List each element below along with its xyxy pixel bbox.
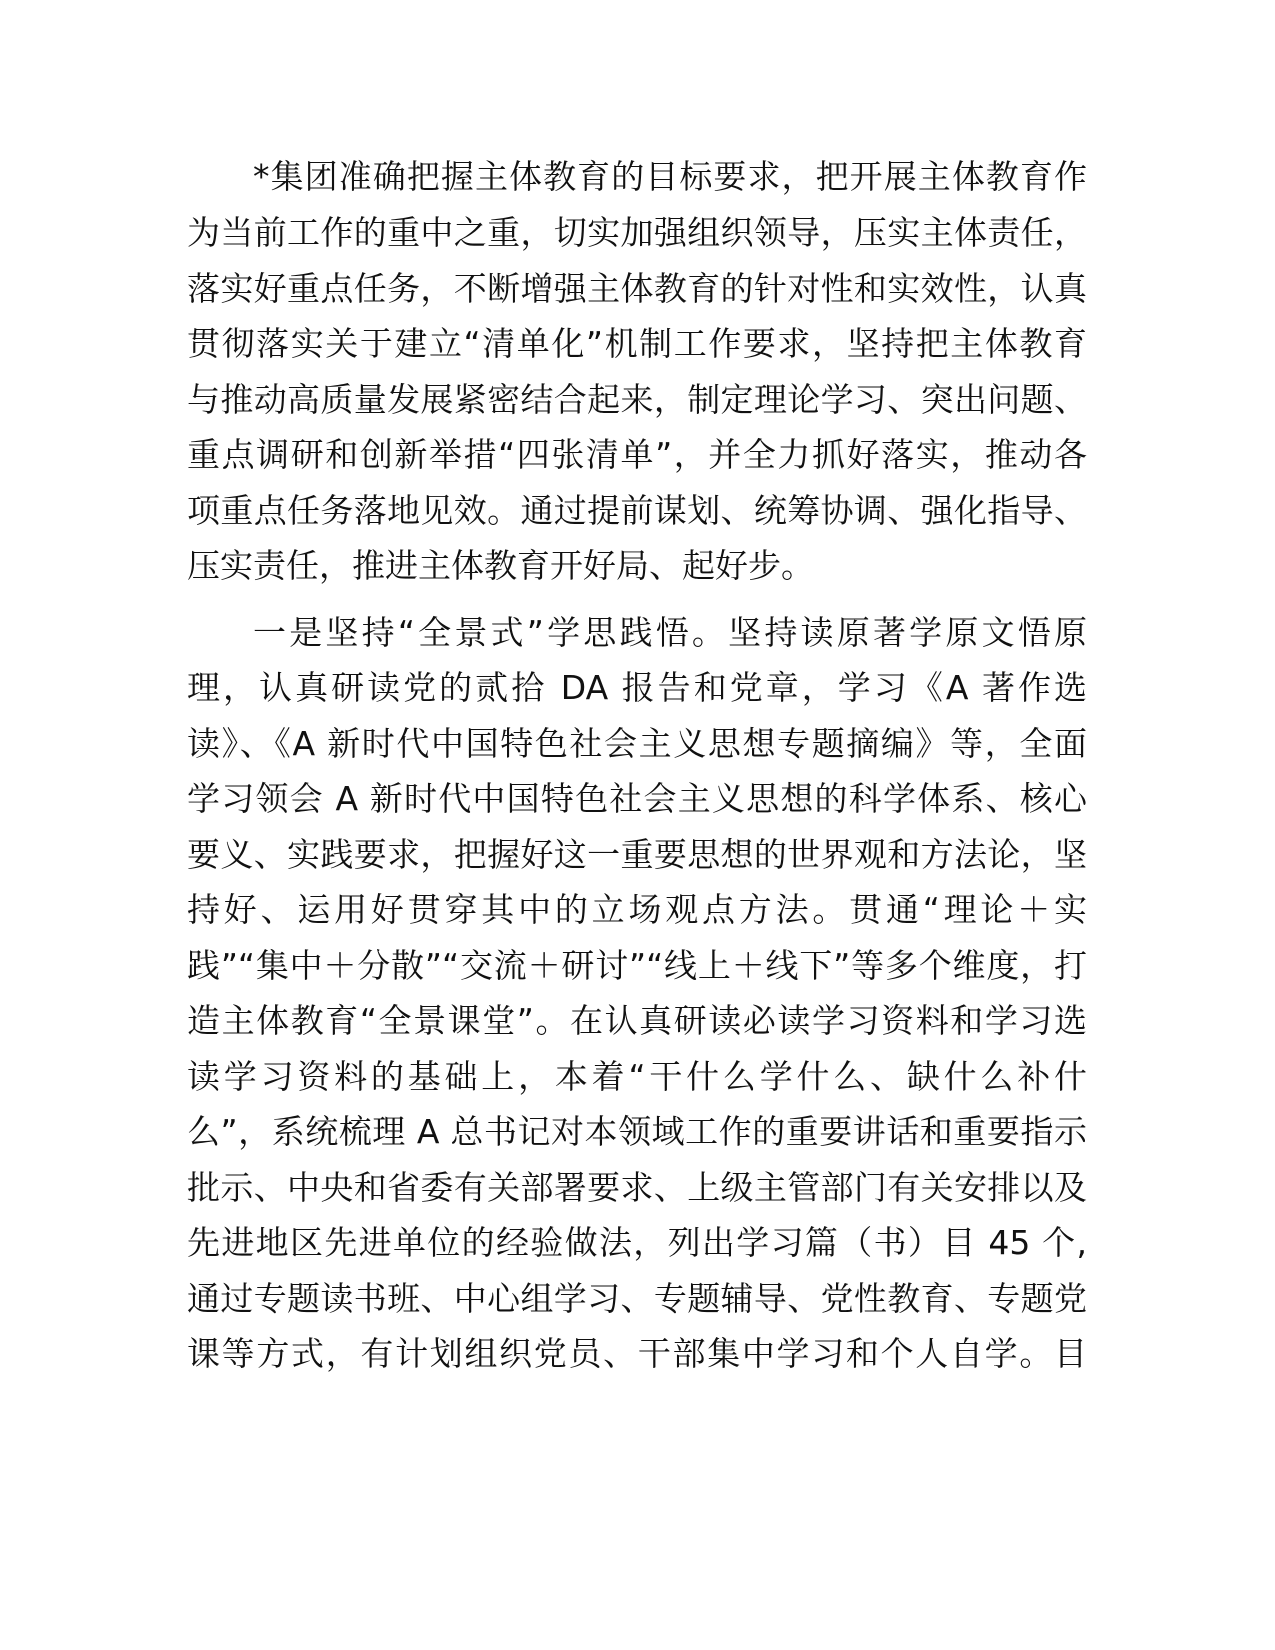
text-line: 学习领会 A 新时代中国特色社会主义思想的科学体系、核心 [187, 779, 1087, 818]
text-line: 践”“集中＋分散”“交流＋研讨”“线上＋线下”等多个维度，打 [187, 946, 1087, 985]
text-line: 为当前工作的重中之重，切实加强组织领导，压实主体责任， [187, 213, 1087, 252]
text-line: 贯彻落实关于建立“清单化”机制工作要求，坚持把主体教育 [187, 324, 1087, 363]
text-line: 要义、实践要求，把握好这一重要思想的世界观和方法论，坚 [187, 835, 1087, 874]
text-line: *集团准确把握主体教育的目标要求，把开展主体教育作 [253, 157, 1087, 196]
text-line: 压实责任，推进主体教育开好局、起好步。 [187, 546, 814, 585]
text-line: 读》、《A 新时代中国特色社会主义思想专题摘编》等，全面 [187, 724, 1087, 763]
text-line: 一是坚持“全景式”学思践悟。坚持读原著学原文悟原 [253, 613, 1087, 652]
text-line: 理，认真研读党的贰拾 DA 报告和党章，学习《A 著作选 [187, 668, 1087, 707]
text-line: 重点调研和创新举措“四张清单”，并全力抓好落实，推动各 [187, 435, 1087, 474]
text-line: 项重点任务落地见效。通过提前谋划、统筹协调、强化指导、 [187, 491, 1087, 530]
text-line: 课等方式，有计划组织党员、干部集中学习和个人自学。目 [187, 1334, 1087, 1373]
text-line: 造主体教育“全景课堂”。在认真研读必读学习资料和学习选 [187, 1001, 1087, 1040]
text-line: 与推动高质量发展紧密结合起来，制定理论学习、突出问题、 [187, 380, 1087, 419]
text-line: 持好、运用好贯穿其中的立场观点方法。贯通“理论＋实 [187, 890, 1087, 929]
text-line: 先进地区先进单位的经验做法，列出学习篇（书）目 45 个, [187, 1223, 1087, 1262]
text-line: 落实好重点任务，不断增强主体教育的针对性和实效性，认真 [187, 269, 1087, 308]
text-line: 读学习资料的基础上，本着“干什么学什么、缺什么补什 [187, 1057, 1087, 1096]
text-line: 么”，系统梳理 A 总书记对本领域工作的重要讲话和重要指示 [187, 1112, 1087, 1151]
text-line: 通过专题读书班、中心组学习、专题辅导、党性教育、专题党 [187, 1279, 1087, 1318]
text-line: 批示、中央和省委有关部署要求、上级主管部门有关安排以及 [187, 1168, 1087, 1207]
